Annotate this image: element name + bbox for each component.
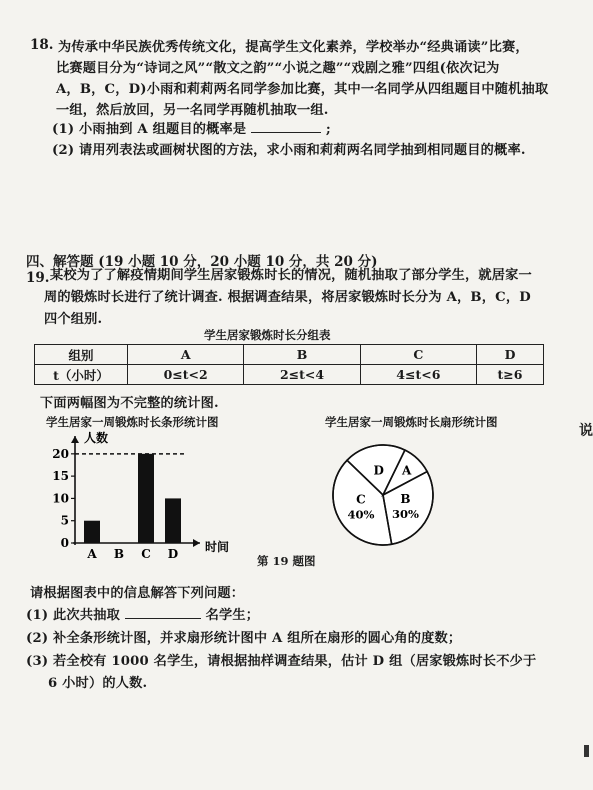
questions-intro: 请根据图表中的信息解答下列问题： — [30, 586, 245, 601]
q18-sub1 — [52, 118, 331, 137]
group-table-range-b: 2≤t<4 — [244, 365, 360, 385]
group-table — [34, 344, 544, 385]
group-table-range-a: 0≤t<2 — [128, 365, 244, 385]
q18-line-3: A，B，C，D)小雨和莉莉两名同学参加比赛，其中一名同学从四组题目中随机抽取 — [56, 82, 549, 97]
group-table-row-label: t（小时） — [35, 365, 128, 385]
bar-chart-title: 学生居家一周锻炼时长条形统计图 — [46, 415, 219, 429]
margin-char: 说 — [579, 423, 593, 439]
group-table-header-label: 组别 — [35, 345, 128, 365]
bar-chart-ytick-label: 15 — [52, 469, 69, 484]
bar-chart-ylabel: 人数 — [84, 431, 109, 445]
q18-line-4: 一组，然后放回，另一名同学再随机抽取一组. — [56, 103, 329, 118]
bar-d — [165, 498, 181, 543]
pie-label-a: A — [401, 463, 412, 478]
q19-number: 19. — [26, 270, 50, 286]
q18-sub1-answer-blank[interactable] — [251, 120, 321, 133]
group-table-range-c: 4≤t<6 — [360, 365, 476, 385]
q19-line-1: 某校为了了解疫情期间学生居家锻炼时长的情况，随机抽取了部分学生，就居家一 — [50, 268, 532, 283]
bar-chart-y-arrow — [71, 436, 79, 443]
bar-chart-ytick-label: 0 — [60, 536, 69, 550]
margin-mark — [584, 745, 589, 757]
bar-chart-ytick-label: 10 — [52, 491, 69, 506]
q18-line-1: 为传承中华民族优秀传统文化，提高学生文化素养，学校举办“经典诵读”比赛， — [58, 40, 529, 55]
pie-label-b: B — [400, 491, 411, 506]
figure-label: 第 19 题图 — [257, 554, 316, 568]
bar-chart-category-label: B — [113, 547, 125, 561]
q19-line-3: 四个组别. — [44, 312, 103, 327]
q18-line-2: 比赛题目分为“诗词之风”“散文之韵”“小说之趣”“戏剧之雅”四组(依次记为 — [56, 61, 500, 76]
pie-label-d: D — [373, 463, 384, 478]
q18-sub2: (2) 请用列表法或画树状图的方法，求小雨和莉莉两名同学抽到相同题目的概率. — [52, 143, 526, 158]
bar-a — [84, 521, 100, 543]
pie-percent-b: 30% — [392, 506, 419, 521]
bar-chart-xlabel: 时间 — [205, 540, 230, 554]
charts-intro: 下面两幅图为不完整的统计图. — [40, 396, 219, 411]
q19-sub3-line-2: 6 小时）的人数. — [48, 676, 148, 691]
bar-chart-category-label: C — [141, 547, 151, 561]
q19-line-2: 周的锻炼时长进行了统计调查. 根据调查结果，将居家锻炼时长分为 A，B，C，D — [44, 290, 531, 305]
q18-sub1-suffix: ; — [325, 122, 331, 137]
q19-sub1-answer-blank[interactable] — [125, 606, 201, 619]
section-4-title: 四、解答题 (19 小题 10 分，20 小题 10 分，共 20 分) — [26, 254, 378, 270]
q18-number: 18. — [30, 37, 54, 53]
bar-chart-ytick-label: 20 — [52, 446, 69, 461]
q18-sub1-text: (1) 小雨抽到 A 组题目的概率是 — [52, 122, 247, 137]
bar-chart-x-arrow — [193, 539, 200, 547]
pie-percent-c: 40% — [347, 507, 375, 522]
pie-label-c: C — [356, 492, 366, 507]
bar-chart-category-label: D — [167, 547, 179, 561]
group-table-header-row — [35, 345, 544, 365]
bar-chart — [40, 428, 270, 563]
group-table-range-row — [35, 365, 544, 385]
q19-sub1 — [26, 604, 259, 623]
group-table-group-c: C — [360, 345, 476, 365]
group-table-group-d: D — [477, 345, 544, 365]
group-table-group-a: A — [128, 345, 244, 365]
group-table-range-d: t≥6 — [477, 365, 544, 385]
pie-chart-title: 学生居家一周锻炼时长扇形统计图 — [325, 415, 498, 429]
q19-sub3-line-1: (3) 若全校有 1000 名学生，请根据抽样调查结果，估计 D 组（居家锻炼时长不少于 — [26, 654, 537, 669]
group-table-title: 学生居家锻炼时长分组表 — [204, 328, 331, 342]
group-table-group-b: B — [244, 345, 360, 365]
q19-sub1-suffix: 名学生； — [205, 608, 260, 623]
bar-chart-ytick-label: 5 — [60, 513, 69, 528]
bar-c — [138, 454, 154, 543]
pie-chart — [328, 440, 438, 550]
q19-sub1-text: (1) 此次共抽取 — [26, 608, 120, 623]
bar-chart-category-label: A — [87, 547, 97, 561]
q19-sub2: (2) 补全条形统计图，并求扇形统计图中 A 组所在扇形的圆心角的度数； — [26, 631, 462, 646]
